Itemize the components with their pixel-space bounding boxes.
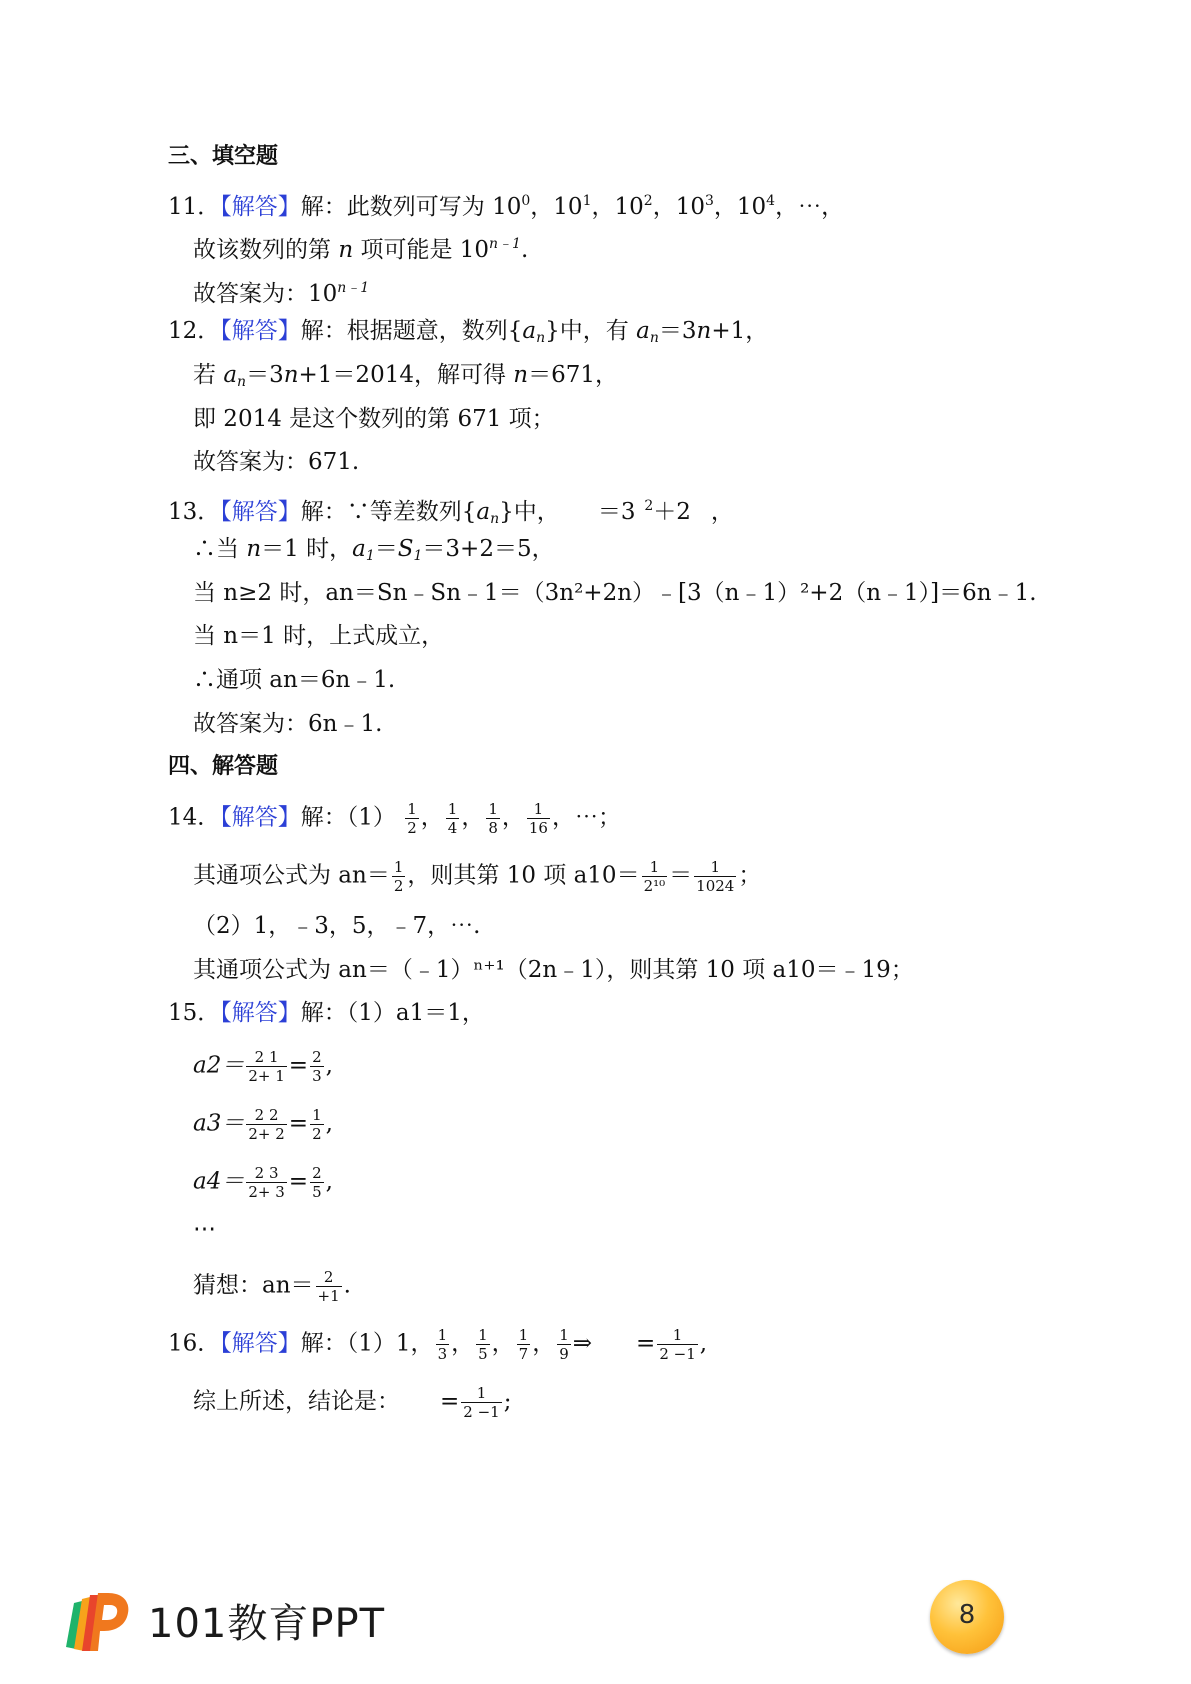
fraction: [517, 1326, 531, 1363]
variable: $a_n$: [223, 362, 247, 390]
text: 故答案为：10: [193, 281, 338, 307]
denominator: 2 −1: [659, 1345, 696, 1363]
answer-tag: 【解答】: [220, 499, 301, 525]
variable: $a_1$: [352, 536, 375, 564]
q14-line-2: [193, 858, 761, 895]
numerator: 2 2: [254, 1106, 279, 1124]
q14-line-4: 其通项公式为 an＝（﹣1）ⁿ⁺¹（2n﹣1），则其第 10 项 a10＝﹣19；: [193, 957, 914, 983]
text: ，: [710, 499, 734, 525]
variable: $a_n$: [476, 499, 500, 527]
numerator: 1: [672, 1326, 683, 1344]
text: ∵等差数列{: [346, 499, 477, 525]
denominator: 5: [478, 1345, 488, 1363]
q12-number: 12．: [168, 318, 221, 344]
text: .: [520, 237, 529, 263]
brand-logo-icon: [60, 1585, 140, 1655]
variable: $S_1$: [397, 536, 423, 564]
q14-line-3: （2）1，﹣3，5，﹣7，⋯.: [193, 913, 481, 939]
text: ，⋯，: [775, 194, 845, 220]
fraction: [246, 1164, 286, 1201]
numerator: 1: [649, 858, 660, 876]
q15-a2: a2＝ $\frac{2 1}{2+ 1}$ = $\frac{2}{3}$ ,: [193, 1048, 333, 1085]
answer-tag: 【解答】: [220, 804, 301, 831]
q12-line-3: 即 2014 是这个数列的第 671 项；: [193, 406, 555, 432]
variable: $a_n$: [636, 318, 659, 346]
q14-number: 14．: [168, 804, 221, 831]
denominator: +1: [317, 1287, 340, 1305]
text: 综上所述，结论是：: [193, 1388, 400, 1415]
exponent: 4: [766, 193, 776, 209]
text: a2＝: [193, 1052, 245, 1079]
q13-line-1: [168, 491, 734, 534]
text: }中，有: [545, 318, 637, 344]
numerator: 2 1: [254, 1048, 279, 1066]
denominator: 2 −1: [463, 1403, 500, 1421]
denominator: 2: [312, 1125, 322, 1143]
exponent: 1: [582, 193, 592, 209]
numerator: 1: [407, 800, 417, 818]
solution-label: 解：: [300, 1000, 347, 1026]
variable: n: [246, 536, 262, 562]
fraction: [246, 1106, 286, 1143]
numerator: 1: [393, 858, 404, 876]
text: （1）a1＝1，: [346, 1000, 485, 1026]
text: ⇒: [572, 1330, 593, 1357]
fraction: [476, 1326, 490, 1363]
numerator: 1: [312, 1106, 322, 1124]
answer-tag: 【解答】: [220, 1000, 301, 1026]
text: ＝3+2＝5，: [422, 536, 555, 562]
variable: n: [338, 237, 354, 263]
text: 猜想：an＝: [193, 1272, 314, 1299]
q11-line-2: [193, 229, 528, 265]
text: ，10: [591, 194, 644, 220]
exponent: n﹣1: [337, 280, 370, 296]
q15-a3: a3＝ $\frac{2 2}{2+ 2}$ = $\frac{1}{2}$ ,: [193, 1106, 333, 1143]
text: ，10: [652, 194, 705, 220]
q16-line-1: 16．【解答】解：（1）1， $\frac{1}{3}$ ， $\frac{1}{5}$ ， $\frac{1}{7}$ ， $\frac{1}{9}$ ⇒ = $\frac{1}{2 -1}$ ,: [168, 1326, 708, 1363]
q15-a4: a4＝ $\frac{2 3}{2+ 3}$ = $\frac{2}{5}$ ,: [193, 1164, 333, 1201]
variable: n: [513, 362, 529, 388]
fraction: [527, 800, 550, 837]
section-heading-solve: 四、解答题: [168, 754, 279, 779]
fraction: [486, 800, 500, 837]
numerator: 1: [488, 800, 498, 818]
text: ；: [738, 862, 762, 889]
fraction: [446, 800, 460, 837]
numerator: 2 3: [254, 1164, 279, 1182]
denominator: 16: [528, 819, 548, 837]
answer-tag: 【解答】: [220, 318, 301, 344]
numerator: 1: [710, 858, 721, 876]
fraction: [642, 858, 668, 895]
variable: $a_n$: [522, 318, 546, 346]
numerator: 1: [437, 1326, 448, 1344]
text: ＝: [374, 536, 398, 562]
exponent: n﹣1: [489, 236, 521, 252]
solution-label: 解：: [300, 499, 347, 525]
numerator: 1: [478, 1326, 488, 1344]
text: ∴当: [193, 536, 247, 562]
q13-answer: 故答案为：6n﹣1.: [193, 711, 383, 737]
q15-number: 15．: [168, 1000, 221, 1026]
variable: n: [283, 362, 299, 388]
q14-line-1: 14．【解答】解：（1） $\frac{1}{2}$ ， $\frac{1}{4}$ ， $\frac{1}{8}$ ， $\frac{1}{16}$ ，⋯；: [168, 800, 621, 837]
text: 根据题意，数列{: [346, 318, 523, 344]
section-heading-fill-blank: 三、填空题: [168, 144, 279, 169]
fraction: [310, 1164, 324, 1201]
q11-line-1: [168, 186, 844, 222]
q16-number: 16．: [168, 1330, 221, 1357]
numerator: 1: [533, 800, 544, 818]
fraction: [694, 858, 736, 895]
solution-label: 解：: [300, 804, 347, 831]
exponent: 0: [521, 193, 531, 209]
text: 项可能是 10: [353, 237, 490, 263]
text: ＝: [669, 862, 693, 889]
fraction: [310, 1048, 324, 1085]
q13-line-2: [193, 534, 555, 571]
denominator: 2+ 3: [248, 1183, 285, 1201]
q11-answer: [193, 273, 369, 309]
text: a3＝: [193, 1110, 245, 1137]
fraction: [557, 1326, 571, 1363]
denominator: 8: [488, 819, 498, 837]
text: ＝671，: [528, 362, 619, 388]
text: ＝3: [597, 499, 636, 525]
exponent: 3: [704, 193, 714, 209]
page-number: 8: [958, 1600, 976, 1630]
q13-number: 13．: [168, 499, 221, 525]
q15-line-1: [168, 998, 485, 1028]
text: +1，: [711, 318, 769, 344]
denominator: 2: [407, 819, 417, 837]
text: 若: [193, 362, 224, 388]
denominator: 3: [312, 1067, 322, 1085]
numerator: 2: [312, 1048, 322, 1066]
denominator: 9: [559, 1345, 569, 1363]
q12-line-2: [193, 360, 618, 397]
q12-line-1: [168, 316, 768, 353]
variable: n: [696, 318, 712, 344]
text: 故该数列的第: [193, 237, 339, 263]
q12-answer: 故答案为：671.: [193, 449, 360, 475]
q15-guess: [193, 1268, 351, 1305]
text: +1＝2014，解可得: [298, 362, 514, 388]
q13-line-5: ∴通项 an＝6n﹣1.: [193, 667, 396, 693]
text: ，10: [530, 194, 583, 220]
fraction: [461, 1384, 501, 1421]
q11-number: 11．: [168, 194, 221, 220]
text: ＝3: [658, 318, 697, 344]
denominator: 5: [312, 1183, 322, 1201]
text: a4＝: [193, 1168, 245, 1195]
text: ，则其第 10 项 a10＝: [407, 862, 640, 889]
q16-conclusion: 综上所述，结论是： = $\frac{1}{2 -1}$ ;: [193, 1384, 512, 1421]
numerator: 2: [312, 1164, 322, 1182]
exponent: 2: [635, 498, 654, 514]
denominator: 2+ 2: [248, 1125, 285, 1143]
fraction: [657, 1326, 697, 1363]
fraction: [246, 1048, 286, 1085]
q13-line-4: 当 n＝1 时，上式成立，: [193, 623, 445, 649]
denominator: 2¹⁰: [643, 877, 666, 895]
q13-line-3: 当 n≥2 时，an＝Sn﹣Sn﹣1＝（3n²+2n）﹣[3（n﹣1）²+2（n﹣1）]＝6n﹣1.: [193, 580, 1037, 606]
denominator: 7: [518, 1345, 529, 1363]
answer-tag: 【解答】: [220, 1330, 301, 1357]
solution-label: 解：: [300, 318, 347, 344]
fraction: [392, 858, 406, 895]
fraction: [436, 1326, 450, 1363]
solution-label: 解：: [300, 194, 347, 220]
fraction: [405, 800, 419, 837]
text: ，⋯；: [551, 804, 621, 831]
text: ＝3: [246, 362, 284, 388]
fraction: [316, 1268, 342, 1305]
fraction: [310, 1106, 324, 1143]
text: ，10: [713, 194, 767, 220]
text: （1）: [346, 804, 396, 831]
text: }中，: [499, 499, 560, 525]
text: ＝1 时，: [261, 536, 353, 562]
numerator: 1: [447, 800, 458, 818]
denominator: 4: [447, 819, 458, 837]
brand-name: 101教育PPT: [148, 1601, 386, 1647]
exponent: 2: [643, 193, 653, 209]
denominator: 2: [393, 877, 404, 895]
solution-label: 解：: [300, 1330, 347, 1357]
text: .: [343, 1272, 351, 1299]
denominator: 2+ 1: [248, 1067, 285, 1085]
answer-tag: 【解答】: [220, 194, 301, 220]
text: （1）1，: [346, 1330, 434, 1357]
denominator: 1024: [696, 877, 735, 895]
page-number-badge: [930, 1580, 1004, 1654]
q15-ellipsis: ⋯: [193, 1216, 216, 1242]
text: 此数列可写为 10: [346, 194, 522, 220]
numerator: 1: [559, 1326, 569, 1344]
numerator: 1: [476, 1384, 487, 1402]
text: 其通项公式为 an＝: [193, 862, 390, 889]
numerator: 2: [323, 1268, 334, 1286]
text: ＋2: [653, 499, 691, 525]
numerator: 1: [518, 1326, 529, 1344]
denominator: 3: [437, 1345, 448, 1363]
